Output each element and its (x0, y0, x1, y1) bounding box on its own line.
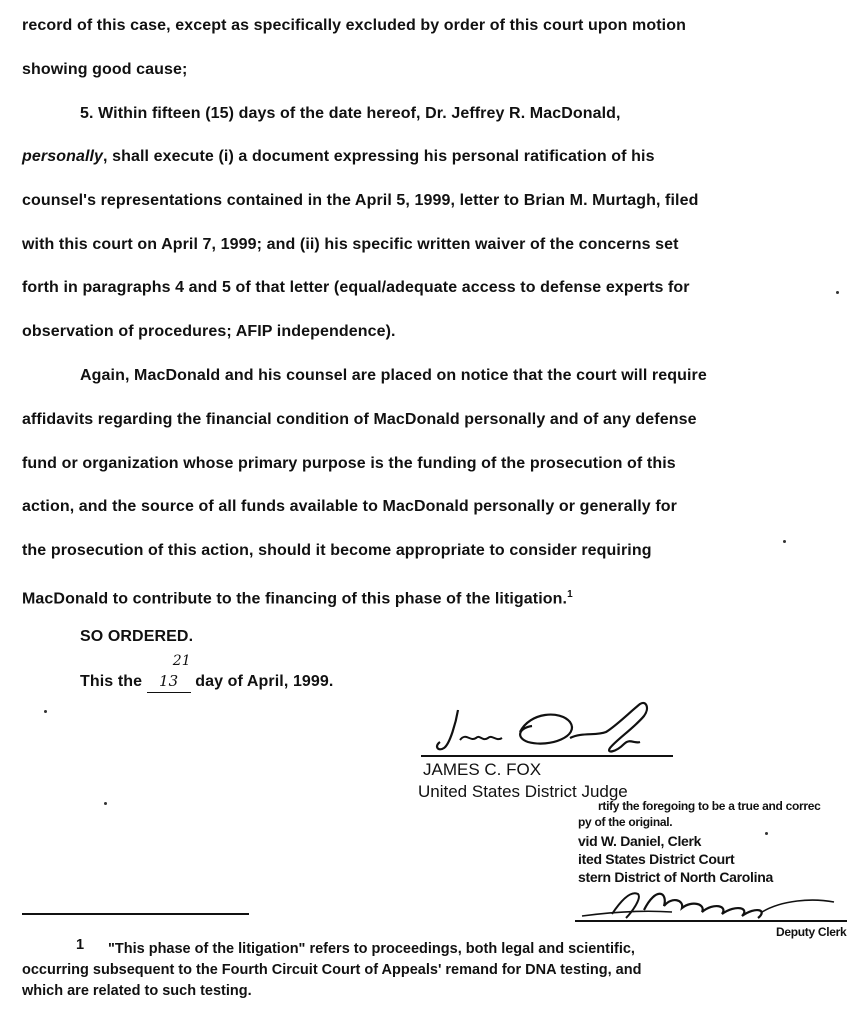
body-line-7: forth in paragraphs 4 and 5 of that letter (equal/adequate access to defense experts for (22, 279, 690, 296)
body-line-14-text: MacDonald to contribute to the financing of this phase of the litigation. (22, 590, 568, 608)
scan-speck (836, 291, 839, 294)
date-prefix: This the (80, 673, 143, 690)
body-line-13: the prosecution of this action, should it become appropriate to consider requiring (22, 542, 652, 559)
judge-name: JAMES C. FOX (423, 760, 542, 779)
cert-line-6: Deputy Clerk (776, 925, 847, 939)
footnote-line-1: "This phase of the litigation" refers to proceedings, both legal and scientific, (108, 941, 635, 957)
cert-line-2: py of the original. (578, 815, 673, 829)
footnote-separator (22, 913, 249, 915)
cert-line-4: ited States District Court (578, 851, 735, 867)
judge-title: United States District Judge (418, 782, 628, 801)
body-line-1: record of this case, except as specifically excluded by order of this court upon motion (22, 17, 686, 34)
emphasis-personally: personally (22, 148, 104, 165)
body-line-2: showing good cause; (22, 61, 188, 78)
date-blank (147, 653, 191, 693)
body-line-4-rest: , shall execute (i) a document expressing his personal ratification of his (103, 148, 655, 165)
signature-line (421, 755, 673, 757)
footnote-line-2: occurring subsequent to the Fourth Circuit Court of Appeals' remand for DNA testing, and (22, 962, 642, 978)
deputy-clerk-line (575, 920, 847, 922)
body-line-3: 5. Within fifteen (15) days of the date hereof, Dr. Jeffrey R. MacDonald, (80, 105, 621, 122)
body-line-4 (22, 147, 655, 167)
footnote-marker: 1 (76, 937, 85, 953)
body-line-10: affidavits regarding the financial condition of MacDonald personally and of any defense (22, 411, 697, 428)
body-line-9: Again, MacDonald and his counsel are placed on notice that the court will require (80, 367, 707, 384)
body-line-5: counsel's representations contained in the April 5, 1999, letter to Brian M. Murtagh, filed (22, 192, 699, 209)
scan-speck (783, 540, 786, 543)
body-line-11: fund or organization whose primary purpose is the funding of the prosecution of this (22, 455, 676, 472)
date-suffix: day of April, 1999. (195, 673, 334, 690)
so-ordered: SO ORDERED. (80, 628, 194, 645)
date-line (80, 653, 334, 693)
scan-speck (44, 710, 47, 713)
date-day-handwritten: 13 (159, 672, 179, 690)
cert-line-3: vid W. Daniel, Clerk (578, 833, 702, 849)
cert-line-1: rtify the foregoing to be a true and correc (598, 799, 821, 813)
cert-line-5: stern District of North Carolina (578, 869, 773, 885)
judge-signature (420, 692, 680, 762)
scan-speck (765, 832, 768, 835)
footnote-line-3: which are related to such testing. (22, 983, 252, 999)
footnote-reference: 1 (567, 589, 573, 600)
body-line-6: with this court on April 7, 1999; and (ii) his specific written waiver of the concerns set (22, 236, 679, 253)
date-correction-handwritten: 21 (172, 653, 191, 669)
body-line-8: observation of procedures; AFIP independence). (22, 323, 396, 340)
body-line-12: action, and the source of all funds available to MacDonald personally or generally for (22, 498, 677, 515)
body-line-14 (22, 585, 573, 609)
scan-speck (104, 802, 107, 805)
